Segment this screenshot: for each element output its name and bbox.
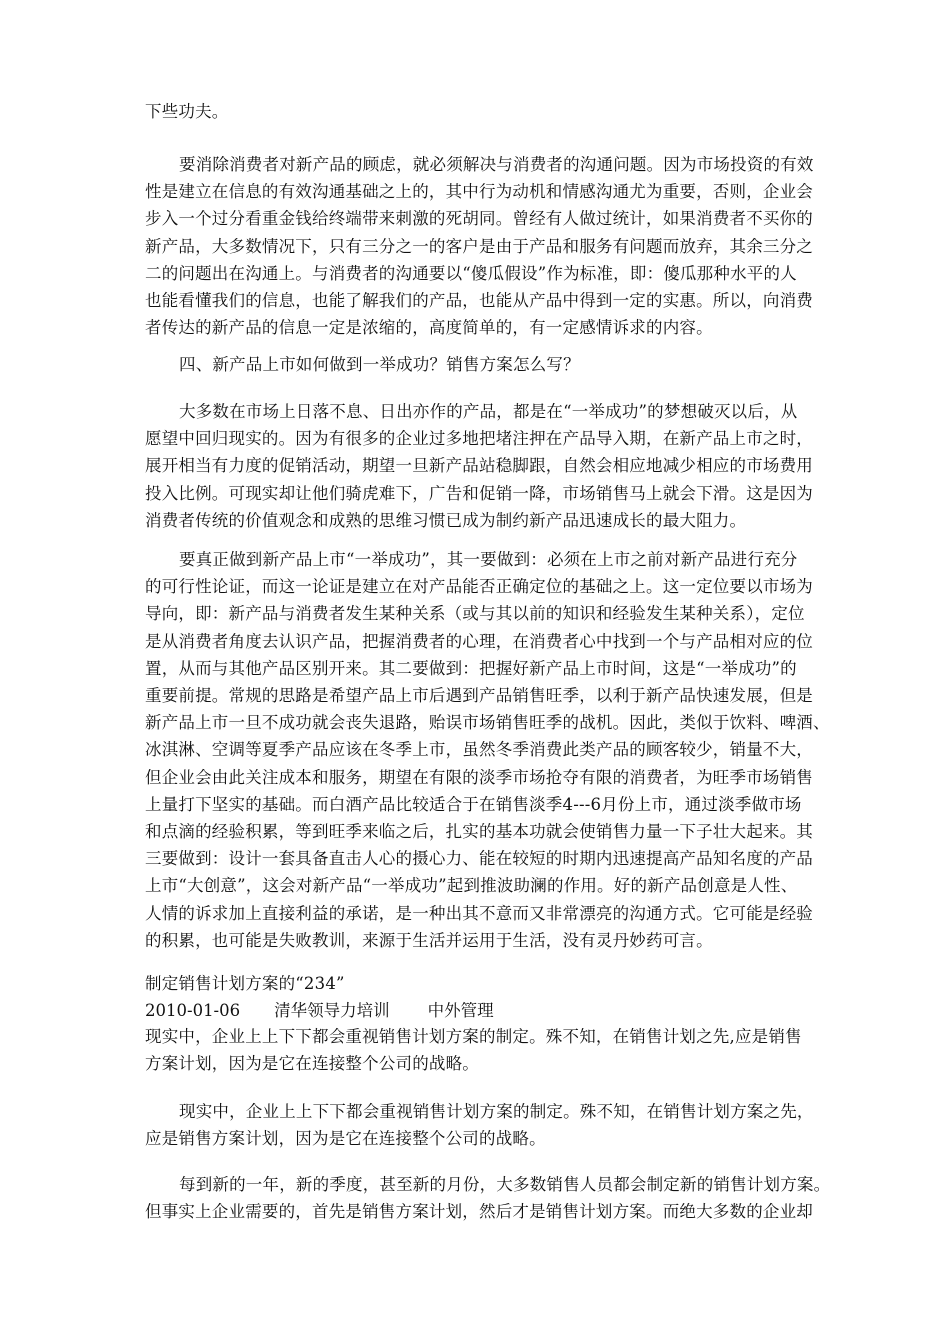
text-line: 性是建立在信息的有效沟通基础之上的，其中行为动机和情感沟通尤为重要，否则，企业会: [145, 182, 813, 202]
paragraph-new-year: [145, 1171, 831, 1225]
article-title: [145, 970, 810, 997]
text-line: 下些功夫。: [145, 102, 229, 121]
text-line: 人情的诉求加上直接利益的承诺，是一种出其不意而又非常漂亮的沟通方式。它可能是经验: [145, 903, 813, 923]
text-line: 但企业会由此关注成本和服务，期望在有限的淡季市场抢夺有限的消费者，为旺季市场销售: [145, 767, 813, 787]
text-line: 三要做到：设计一套具备直击人心的摄心力、能在较短的时期内迅速提高产品知名度的产品: [145, 849, 813, 869]
text-line: 现实中，企业上上下下都会重视销售计划方案的制定。殊不知，在销售计划之先,应是销售: [145, 1027, 802, 1046]
text-line: 要真正做到新产品上市“一举成功”，其一要做到：必须在上市之前对新产品进行充分: [179, 550, 798, 569]
text-line: 上市“大创意”，这会对新产品“一举成功”起到推波助澜的作用。好的新产品创意是人性、: [145, 876, 798, 896]
article-column: 中外管理: [427, 1001, 494, 1020]
text-line: 步入一个过分看重金钱给终端带来刺激的死胡同。曾经有人做过统计，如果消费者不买你的: [145, 209, 813, 229]
paragraph-communication: [145, 151, 814, 341]
text-line: 愿望中回归现实的。因为有很多的企业过多地把堵注押在产品导入期，在新产品上市之时，: [145, 429, 813, 449]
text-line: 投入比例。可现实却让他们骑虎难下，广告和促销一降，市场销售马上就会下滑。这是因为: [145, 483, 813, 503]
text-line: 的积累，也可能是失败教训，来源于生活并运用于生活，没有灵丹妙药可言。: [145, 930, 713, 950]
text-line: 方案计划，因为是它在连接整个公司的战略。: [145, 1054, 479, 1074]
text-line: 导向，即：新产品与消费者发生某种关系（或与其以前的知识和经验发生某种关系），定位: [145, 604, 805, 624]
text-line: 也能看懂我们的信息，也能了解我们的产品，也能从产品中得到一定的实惠。所以，向消费: [145, 291, 813, 311]
text-line: 重要前提。常规的思路是希望产品上市后遇到产品销售旺季，以利于新产品快速发展，但是: [145, 686, 813, 706]
article-meta: [145, 997, 810, 1024]
heading-line: 四、新产品上市如何做到一举成功？销售方案怎么写？: [179, 355, 580, 374]
text-line: 冰淇淋、空调等夏季产品应该在冬季上市，虽然冬季消费此类产品的顾客较少，销量不大，: [145, 740, 813, 760]
text-line: 新产品，大多数情况下，只有三分之一的客户是由于产品和服务有问题而放弃，其余三分之: [145, 236, 813, 256]
text-line: 大多数在市场上日落不息、日出亦作的产品，都是在“一举成功”的梦想破灭以后，从: [179, 402, 798, 421]
text-line: 者传达的新产品的信息一定是浓缩的，高度简单的，有一定感情诉求的内容。: [145, 318, 713, 338]
text-line: 和点滴的经验积累，等到旺季来临之后，扎实的基本功就会使销售力量一下子壮大起来。其: [145, 822, 813, 842]
article-summary: [145, 1023, 810, 1077]
paragraph-intro: [145, 1098, 814, 1152]
text-line: 应是销售方案计划，因为是它在连接整个公司的战略。: [145, 1129, 546, 1149]
text-line: 新产品上市一旦不成功就会丧失退路，贻误市场销售旺季的战机。因此，类似于饮料、啤酒、: [145, 713, 830, 733]
text-line: 上量打下坚实的基础。而白酒产品比较适合于在销售淡季4---6月份上市，通过淡季做市场: [145, 794, 802, 814]
text-line: 现实中，企业上上下下都会重视销售计划方案的制定。殊不知，在销售计划方案之先，: [179, 1102, 814, 1121]
text-line: 是从消费者角度去认识产品，把握消费者的心理，在消费者心中找到一个与产品相对应的位: [145, 631, 813, 651]
text-line: 置，从而与其他产品区别开来。其二要做到：把握好新产品上市时间，这是“一举成功”的: [145, 658, 797, 678]
text-line: 但事实上企业需要的，首先是销售方案计划，然后才是销售计划方案。而绝大多数的企业却: [145, 1202, 813, 1222]
text-line: 要消除消费者对新产品的顾虑，就必须解决与消费者的沟通问题。因为市场投资的有效: [179, 155, 814, 174]
text-line: 二的问题出在沟通上。与消费者的沟通要以“傻瓜假设”作为标准，即：傻瓜那种水平的人: [145, 263, 797, 283]
article-title-text: 制定销售计划方案的“234”: [145, 974, 345, 993]
article-source: 清华领导力培训: [274, 1001, 390, 1020]
paragraph-fragment: [145, 98, 810, 125]
paragraph-launch: [145, 546, 830, 954]
section-heading-four: [145, 351, 810, 378]
text-line: 展开相当有力度的促销活动，期望一旦新产品站稳脚跟，自然会相应地减少相应的市场费用: [145, 456, 813, 476]
text-line: 的可行性论证，而这一论证是建立在对产品能否正确定位的基础之上。这一定位要以市场为: [145, 577, 813, 597]
text-line: 每到新的一年，新的季度，甚至新的月份，大多数销售人员都会制定新的销售计划方案。: [179, 1175, 831, 1194]
text-line: 消费者传统的价值观念和成熟的思维习惯已成为制约新产品迅速成长的最大阻力。: [145, 510, 747, 530]
article-date: 2010-01-06: [145, 1001, 241, 1020]
paragraph-success: [145, 398, 813, 534]
